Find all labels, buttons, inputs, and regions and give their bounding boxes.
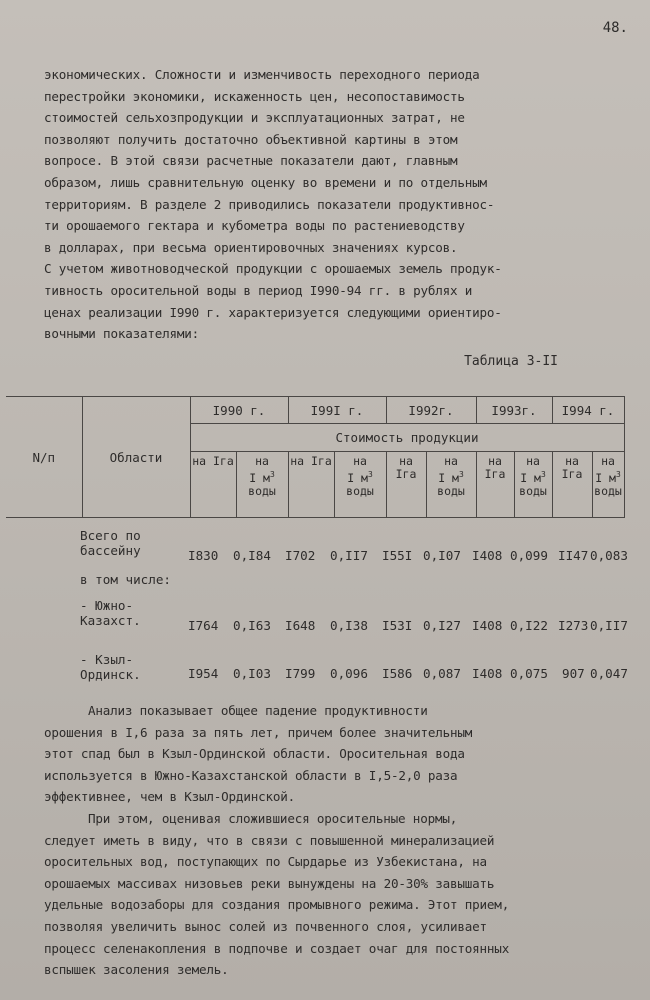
- num-header-cell: [6, 397, 82, 518]
- table-cell: 907: [562, 666, 585, 681]
- table-cell: I408: [472, 548, 503, 563]
- text-line: перестройки экономики, искаженность цен, несопоставимость: [44, 88, 465, 104]
- region-header-cell: [82, 397, 190, 518]
- data-table: [6, 396, 625, 518]
- per-ha-header: на Iга: [386, 452, 426, 518]
- text-line: этот спад был в Кзыл-Ординской области. Оросительная вода: [44, 746, 465, 762]
- year-header: I993г.: [476, 397, 552, 424]
- text-line: образом, лишь сравнительную оценку во времени и по отдельным: [44, 174, 487, 190]
- table-cell: I586: [382, 666, 413, 681]
- table-cell: I648: [285, 618, 316, 633]
- text-line: тивность оросительной воды в период I990-94 гг. в рублях и: [44, 282, 473, 298]
- cost-header: Стоимость продукции: [190, 424, 624, 452]
- table-cell: 0,I84: [233, 548, 271, 563]
- per-m3-header: на I $м^3$ воды: [426, 452, 476, 518]
- table-cell: 0,II7: [330, 548, 368, 563]
- table-cell: I764: [188, 618, 219, 633]
- text-line: территориям. В разделе 2 приводились показатели продуктивнос-: [44, 196, 495, 212]
- per-m3-header: на I $м^3$ воды: [334, 452, 386, 518]
- table-cell: 0,099: [510, 548, 548, 563]
- text-line: ти орошаемого гектара и кубометра воды по растениеводству: [44, 218, 465, 234]
- table-cell: 0,087: [423, 666, 461, 681]
- year-header: I99I г.: [288, 397, 386, 424]
- table-cell: I53I: [382, 618, 413, 633]
- table-cell: 0,I27: [423, 618, 461, 633]
- table-cell: 0,I63: [233, 618, 271, 633]
- text-line: вопросе. В этой связи расчетные показатели дают, главным: [44, 153, 458, 169]
- text-line: орошения в I,6 раза за пять лет, причем более значительным: [44, 724, 473, 740]
- table-cell: 0,II7: [590, 618, 628, 633]
- text-line: эффективнее, чем в Кзыл-Ординской.: [44, 789, 295, 805]
- num-header: N/п: [32, 449, 56, 465]
- text-line: экономических. Сложности и изменчивость переходного периода: [44, 67, 480, 82]
- table-cell: I830: [188, 548, 219, 563]
- text-line: позволяя увеличить вынос солей из почвенного слоя, усиливает: [44, 918, 487, 934]
- text-line: Анализ показывает общее падение продуктивности: [88, 703, 428, 718]
- text-line: вочными показателями:: [44, 326, 200, 342]
- table-cell: 0,096: [330, 666, 368, 681]
- table-cell: 0,083: [590, 548, 628, 563]
- per-ha-header: на Iга: [552, 452, 592, 518]
- per-ha-header: на Iга: [190, 452, 236, 518]
- year-header: I994 г.: [552, 397, 624, 424]
- text-line: орошаемых массивах низовьев реки вынуждены на 20-30% завышать: [44, 875, 495, 891]
- year-header: I992г.: [386, 397, 476, 424]
- text-line: процесс селенакопления в подпочве и создает очаг для постоянных: [44, 940, 510, 956]
- page-number: 48.: [602, 20, 628, 36]
- row-label: - Кзыл- Ординск.: [80, 652, 141, 682]
- table-cell: 0,075: [510, 666, 548, 681]
- row-label: в том числе:: [80, 572, 171, 587]
- text-line: вспышек засоления земель.: [44, 962, 229, 978]
- table-caption: Таблица 3-II: [464, 354, 558, 369]
- text-line: используется в Южно-Казахстанской области в I,5-2,0 раза: [44, 767, 458, 783]
- table-cell: I799: [285, 666, 316, 681]
- text-line: следует иметь в виду, что в связи с повышенной минерализацией: [44, 832, 495, 848]
- row-label: - Южно- Казахст.: [80, 598, 141, 628]
- table-cell: II47: [558, 548, 589, 563]
- table-cell: 0,I38: [330, 618, 368, 633]
- per-m3-header: на I $м^3$ воды: [514, 452, 552, 518]
- per-ha-header: на Iга: [476, 452, 514, 518]
- table-cell: I954: [188, 666, 219, 681]
- region-header: Области: [109, 449, 163, 465]
- table-cell: I55I: [382, 548, 413, 563]
- text-line: ценах реализации I990 г. характеризуется следующими ориентиро-: [44, 304, 502, 320]
- table-cell: I408: [472, 666, 503, 681]
- text-line: удельные водозаборы для создания промывного режима. Этот прием,: [44, 897, 510, 913]
- table-cell: I702: [285, 548, 316, 563]
- per-m3-header: на I $м^3$ воды: [592, 452, 624, 518]
- table-cell: 0,I03: [233, 666, 271, 681]
- table-cell: 0,I22: [510, 618, 548, 633]
- table-cell: 0,047: [590, 666, 628, 681]
- text-line: стоимостей сельхозпродукции и эксплуатационных затрат, не: [44, 110, 465, 126]
- per-ha-header: на Iга: [288, 452, 334, 518]
- text-line: оросительных вод, поступающих по Сырдарье из Узбекистана, на: [44, 854, 487, 870]
- per-m3-header: на I $м^3$ воды: [236, 452, 288, 518]
- table-cell: I273: [558, 618, 589, 633]
- text-line: С учетом животноводческой продукции с орошаемых земель продук-: [44, 261, 502, 277]
- table-cell: I408: [472, 618, 503, 633]
- year-header: I990 г.: [190, 397, 288, 424]
- intro-paragraph: [44, 64, 614, 345]
- text-line: в долларах, при весьма ориентировочных значениях курсов.: [44, 239, 458, 255]
- text-line: При этом, оценивая сложившиеся оросительные нормы,: [88, 810, 458, 826]
- table-cell: 0,I07: [423, 548, 461, 563]
- text-line: позволяют получить достаточно объективной картины в этом: [44, 131, 458, 147]
- analysis-paragraph: [44, 700, 614, 981]
- row-label: Всего по бассейну: [80, 528, 141, 558]
